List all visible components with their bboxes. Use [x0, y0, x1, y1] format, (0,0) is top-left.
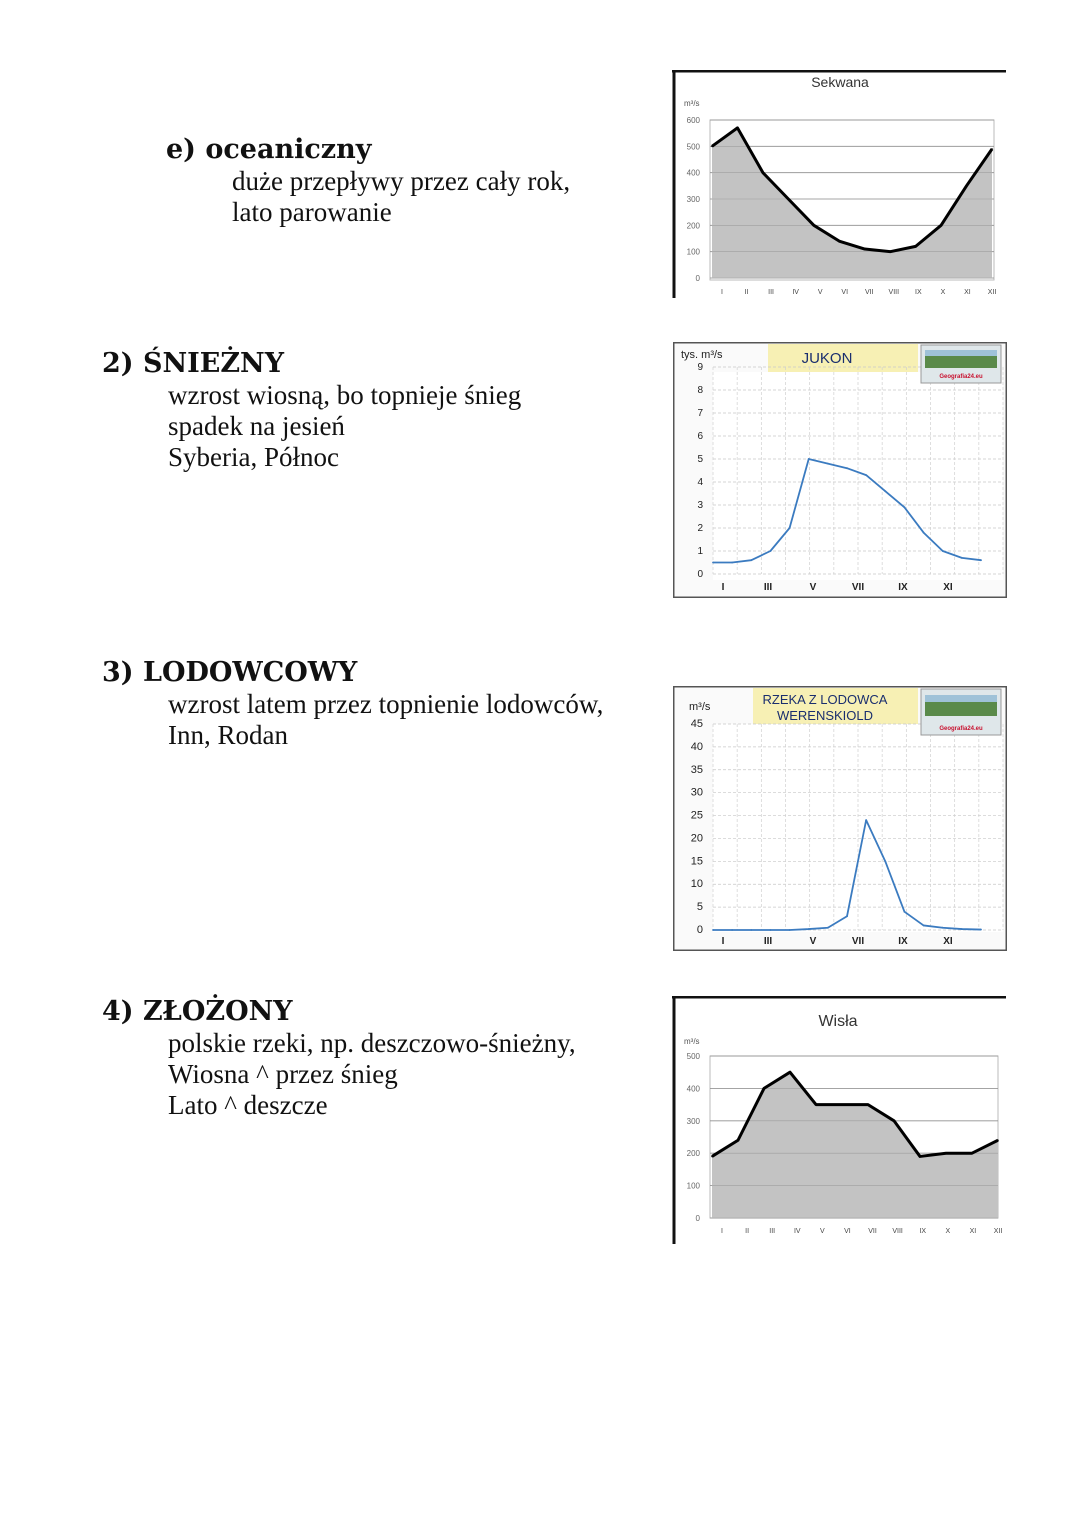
x-tick-label: II: [745, 1228, 750, 1235]
section-line: wzrost wiosną, bo topnieje śnieg: [168, 380, 522, 410]
data-point: [711, 146, 713, 148]
y-tick-label: 0: [695, 274, 700, 283]
section-line: wzrost latem przez topnienie lodowców,: [168, 689, 604, 719]
y-tick-label: 500: [686, 1052, 700, 1061]
data-point: [712, 562, 714, 564]
data-point: [737, 127, 739, 129]
logo-text: Geografia24.eu: [939, 374, 983, 380]
data-point: [770, 929, 772, 931]
y-tick-label: 35: [690, 763, 703, 776]
x-tick-label: V: [809, 936, 817, 947]
data-point: [966, 185, 968, 187]
data-point: [961, 928, 963, 930]
x-tick-label: VII: [864, 289, 874, 296]
x-tick-label: III: [768, 289, 775, 296]
x-tick-label: IX: [898, 936, 908, 947]
x-tick-label: IX: [915, 289, 922, 296]
x-tick-label: V: [820, 1228, 825, 1235]
data-point: [762, 172, 764, 174]
data-point: [789, 929, 791, 931]
data-point: [940, 225, 942, 227]
x-tick-label: XII: [993, 1228, 1003, 1235]
y-axis-label: m³/s: [684, 99, 700, 108]
data-point: [915, 246, 917, 248]
data-point: [961, 557, 963, 559]
y-tick-label: 0: [696, 924, 703, 936]
data-point: [971, 1152, 973, 1154]
y-tick-label: 8: [697, 385, 703, 396]
data-point: [945, 1152, 947, 1154]
chart-title: RZEKA Z LODOWCA: [762, 692, 888, 707]
y-tick-label: 30: [690, 786, 703, 799]
x-tick-label: X: [945, 1228, 951, 1235]
x-tick-label: VII: [851, 582, 865, 593]
data-point: [731, 929, 733, 931]
data-point: [942, 927, 944, 929]
data-point: [841, 1104, 843, 1106]
x-tick-label: XI: [943, 582, 953, 593]
data-point: [889, 251, 891, 253]
data-point: [731, 562, 733, 564]
y-tick-label: 5: [696, 901, 703, 914]
y-tick-label: 15: [690, 855, 703, 868]
x-tick-label: V: [817, 289, 823, 296]
data-point: [991, 148, 993, 150]
y-tick-label: 1: [697, 546, 703, 557]
y-tick-label: 20: [690, 832, 703, 845]
jukon-chart: [673, 342, 1007, 598]
data-point: [815, 1104, 817, 1106]
geografia24-logo: [921, 345, 1001, 383]
data-point: [711, 1156, 713, 1158]
section-line: duże przepływy przez cały rok,: [232, 166, 571, 196]
x-tick-label: III: [763, 936, 773, 947]
data-point: [846, 915, 848, 917]
data-point: [867, 1104, 869, 1106]
x-tick-label: X: [940, 289, 946, 296]
data-point: [789, 527, 791, 529]
x-tick-label: IV: [792, 289, 799, 296]
data-point: [864, 248, 866, 250]
data-point: [942, 550, 944, 552]
data-point: [827, 463, 829, 465]
section-line: Inn, Rodan: [168, 720, 288, 750]
y-tick-label: 9: [697, 362, 703, 373]
y-tick-label: 300: [686, 195, 700, 204]
chart-title: Sekwana: [811, 74, 869, 90]
data-point: [923, 925, 925, 927]
x-tick-label: VII: [851, 936, 865, 947]
x-tick-label: XI: [964, 289, 971, 296]
y-tick-label: 500: [686, 142, 700, 152]
data-point: [997, 1139, 999, 1141]
x-tick-label: III: [769, 1228, 776, 1235]
x-tick-label: IV: [793, 1228, 801, 1235]
section-complex: [102, 996, 576, 1121]
data-point: [919, 1156, 921, 1158]
data-point: [838, 240, 840, 242]
data-point: [865, 474, 867, 476]
x-tick-label: III: [763, 582, 773, 593]
section-line: Wiosna ^ przez śnieg: [168, 1059, 398, 1089]
y-tick-label: 300: [686, 1116, 700, 1126]
data-point: [750, 559, 752, 561]
y-tick-label: 7: [697, 408, 703, 419]
x-tick-label: VII: [868, 1228, 877, 1235]
section-line: Syberia, Północ: [168, 442, 339, 472]
sekwana-chart: [672, 70, 1008, 298]
y-tick-label: 40: [690, 740, 703, 753]
x-tick-label: XII: [987, 289, 997, 296]
x-tick-label: I: [721, 289, 723, 296]
x-tick-label: II: [744, 289, 749, 296]
y-tick-label: 2: [697, 523, 703, 534]
section-heading: 4) ZŁOŻONY: [102, 996, 293, 1027]
x-tick-label: V: [809, 582, 817, 593]
section-line: polskie rzeki, np. deszczowo-śnieżny,: [168, 1028, 576, 1058]
y-tick-label: 0: [697, 569, 703, 580]
data-point: [788, 198, 790, 200]
y-tick-label: 400: [686, 1084, 700, 1094]
data-point: [763, 1088, 765, 1090]
y-tick-label: 10: [690, 878, 703, 891]
geografia24-logo: [921, 689, 1001, 735]
data-point: [846, 467, 848, 469]
data-point: [750, 929, 752, 931]
x-tick-label: XI: [969, 1228, 977, 1235]
data-point: [827, 927, 829, 929]
section-line: Lato ^ deszcze: [168, 1090, 328, 1120]
x-tick-label: VI: [844, 1228, 851, 1235]
logo-text: Geografia24.eu: [939, 726, 983, 732]
chart-title: Wisła: [818, 1013, 858, 1030]
werenskiold-chart: [673, 686, 1007, 951]
data-point: [789, 1071, 791, 1073]
y-tick-label: 4: [697, 477, 703, 488]
y-tick-label: 100: [686, 247, 700, 257]
data-point: [980, 559, 982, 561]
y-tick-label: 600: [686, 116, 700, 125]
data-point: [904, 911, 906, 913]
section-heading: 3) LODOWCOWY: [102, 657, 358, 688]
data-point: [737, 1139, 739, 1141]
x-tick-label: XI: [943, 936, 953, 947]
data-point: [808, 458, 810, 460]
wisla-chart: [672, 996, 1008, 1244]
data-point: [865, 819, 867, 821]
data-point: [770, 550, 772, 552]
y-tick-label: 45: [690, 718, 703, 730]
data-point: [884, 490, 886, 492]
y-tick-label: 200: [686, 1149, 700, 1159]
data-point: [712, 929, 714, 931]
x-tick-label: IX: [919, 1228, 927, 1235]
data-point: [884, 860, 886, 862]
data-point: [980, 929, 982, 931]
data-point: [904, 506, 906, 508]
section-line: lato parowanie: [232, 197, 392, 227]
y-tick-label: 200: [686, 221, 700, 231]
y-axis-label: tys. m³/s: [681, 349, 723, 361]
y-axis-label: m³/s: [689, 701, 711, 713]
chart-subtitle: WERENSKIOLD: [776, 708, 874, 723]
x-tick-label: VIII: [892, 1228, 903, 1235]
section-heading: 2) ŚNIEŻNY: [102, 348, 285, 379]
data-point: [923, 532, 925, 534]
y-tick-label: 25: [690, 809, 703, 822]
section-snow: [102, 348, 521, 473]
x-tick-label: VIII: [888, 289, 900, 296]
data-point: [808, 928, 810, 930]
y-tick-label: 3: [697, 500, 703, 511]
y-tick-label: 400: [686, 168, 700, 178]
y-tick-label: 0: [695, 1214, 700, 1223]
section-glacier: [102, 657, 603, 751]
section-heading: e) oceaniczny: [166, 134, 372, 165]
data-point: [893, 1120, 895, 1122]
x-tick-label: I: [721, 582, 725, 593]
y-tick-label: 5: [697, 454, 703, 465]
x-tick-label: VI: [841, 289, 849, 296]
x-tick-label: I: [721, 1228, 723, 1235]
y-tick-label: 6: [697, 431, 703, 442]
section-line: spadek na jesień: [168, 411, 345, 441]
x-tick-label: IX: [898, 582, 908, 593]
x-tick-label: I: [721, 936, 725, 947]
y-axis-label: m³/s: [684, 1037, 700, 1046]
section-oceaniczny: [166, 134, 570, 228]
chart-title: JUKON: [801, 350, 853, 367]
data-point: [813, 225, 815, 227]
y-tick-label: 100: [686, 1181, 700, 1191]
